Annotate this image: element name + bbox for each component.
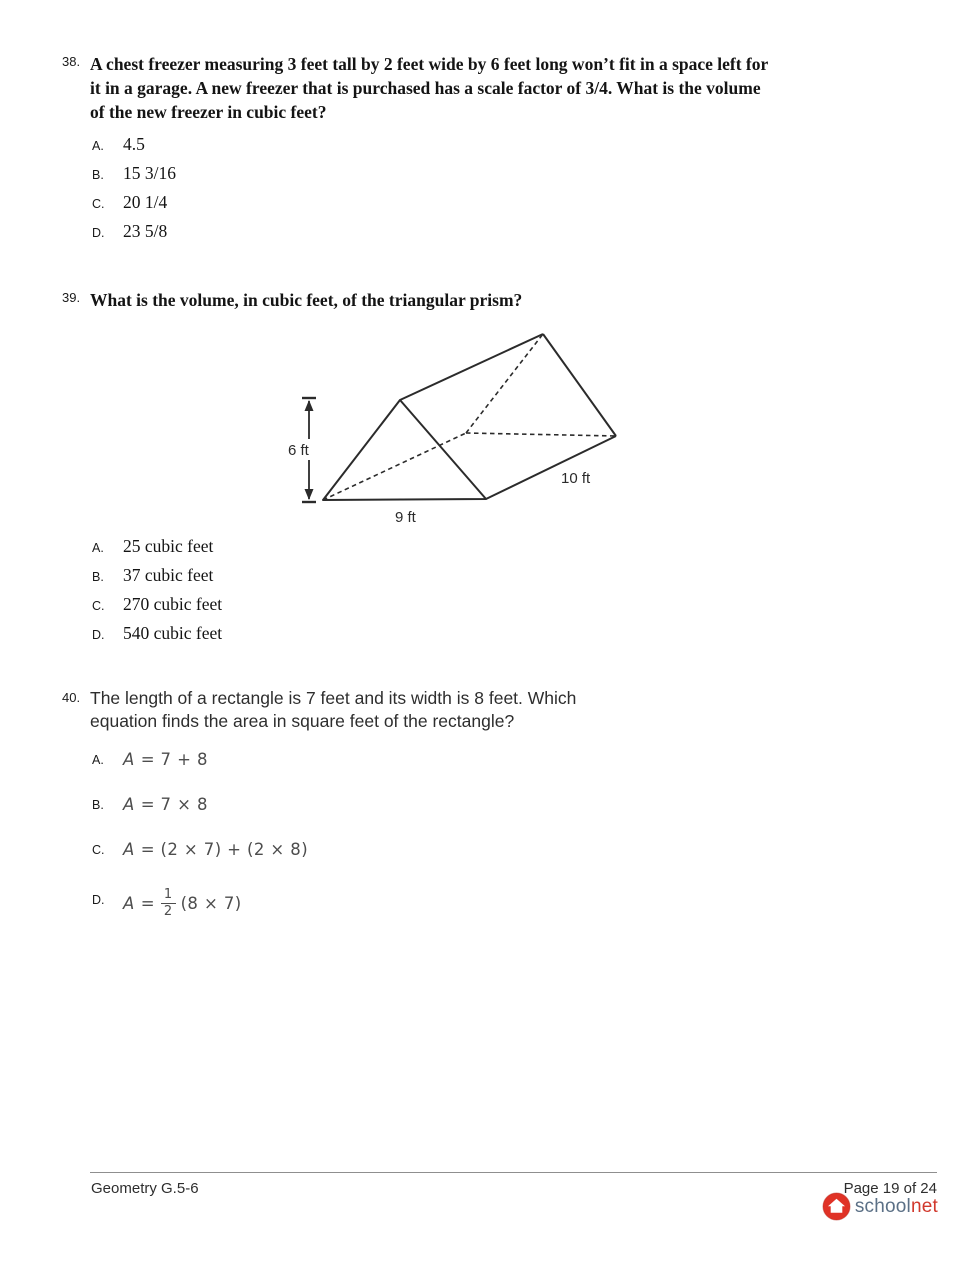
question-38-option-d [92,221,167,242]
equals-sign: = [140,894,155,914]
option-text: 540 cubic feet [123,623,223,643]
question-38-option-a [92,134,145,155]
triangular-prism-figure [283,331,638,533]
question-38-text-line: of the new freezer in cubic feet? [90,102,327,122]
equation-variable: A [123,894,135,914]
fraction-one-half [161,888,176,920]
question-40-option-d [92,888,242,920]
question-40-option-c [92,840,308,859]
option-letter: A. [92,139,104,153]
question-38-option-c [92,192,167,213]
option-text: 37 cubic feet [123,565,214,585]
equation [123,795,208,814]
question-38-number: 38. [62,54,81,69]
question-39-text-line: What is the volume, in cubic feet, of the triangular prism? [90,290,523,310]
logo-wordmark [855,1196,938,1218]
option-text: 23 5/8 [123,221,168,241]
fraction-numerator: 1 [163,887,173,902]
footer-page-number: Page 19 of 24 [843,1180,937,1197]
question-39-option-b [92,565,213,586]
fraction-denominator: 2 [161,903,176,920]
equation-variable: A [123,750,135,769]
question-39-option-c [92,594,222,615]
schoolnet-logo [822,1192,938,1221]
dimension-label-base: 9 ft [395,509,416,526]
equation-rhs: = 7 + 8 [140,750,208,769]
equation [123,840,308,859]
question-39-number: 39. [62,290,81,305]
option-letter: B. [92,168,104,182]
question-38-text-line: it in a garage. A new freezer that is purchased has a scale factor of 3/4. What is the volume [90,78,761,98]
footer-divider [90,1172,937,1173]
equation [123,888,242,920]
logo-text-net: net [910,1195,938,1217]
equation-variable: A [123,795,135,814]
question-40-text-line: equation finds the area in square feet of the rectangle? [90,711,515,731]
option-letter: C. [92,197,105,211]
dimension-label-height: 6 ft [288,442,309,459]
question-38-option-b [92,163,176,184]
equation-rhs: (8 × 7) [180,894,242,914]
option-letter: D. [92,893,105,907]
question-40-option-b [92,795,208,814]
equation-variable: A [123,840,135,859]
option-text: 25 cubic feet [123,536,214,556]
option-letter: A. [92,541,104,555]
equation [123,750,208,769]
question-39-option-d [92,623,222,644]
option-letter: C. [92,599,105,613]
question-40-number: 40. [62,690,81,705]
option-text: 15 3/16 [123,163,176,183]
option-letter: B. [92,570,104,584]
home-icon [822,1192,851,1221]
option-letter: D. [92,226,105,240]
option-letter: A. [92,753,104,767]
equation-rhs: = (2 × 7) + (2 × 8) [140,840,309,859]
question-40-option-a [92,750,208,769]
option-text: 270 cubic feet [123,594,223,614]
option-letter: C. [92,843,105,857]
question-40-text-line: The length of a rectangle is 7 feet and its width is 8 feet. Which [90,688,577,708]
question-39-option-a [92,536,213,557]
option-letter: D. [92,628,105,642]
question-38-text-line: A chest freezer measuring 3 feet tall by 2 feet wide by 6 feet long won’t fit in a space left for [90,54,769,74]
option-text: 4.5 [123,134,145,154]
equation-rhs: = 7 × 8 [140,795,208,814]
logo-text-school: school [854,1195,911,1217]
footer-course-label: Geometry G.5-6 [91,1180,199,1197]
dimension-label-length: 10 ft [561,470,591,487]
option-text: 20 1/4 [123,192,168,212]
option-letter: B. [92,798,104,812]
